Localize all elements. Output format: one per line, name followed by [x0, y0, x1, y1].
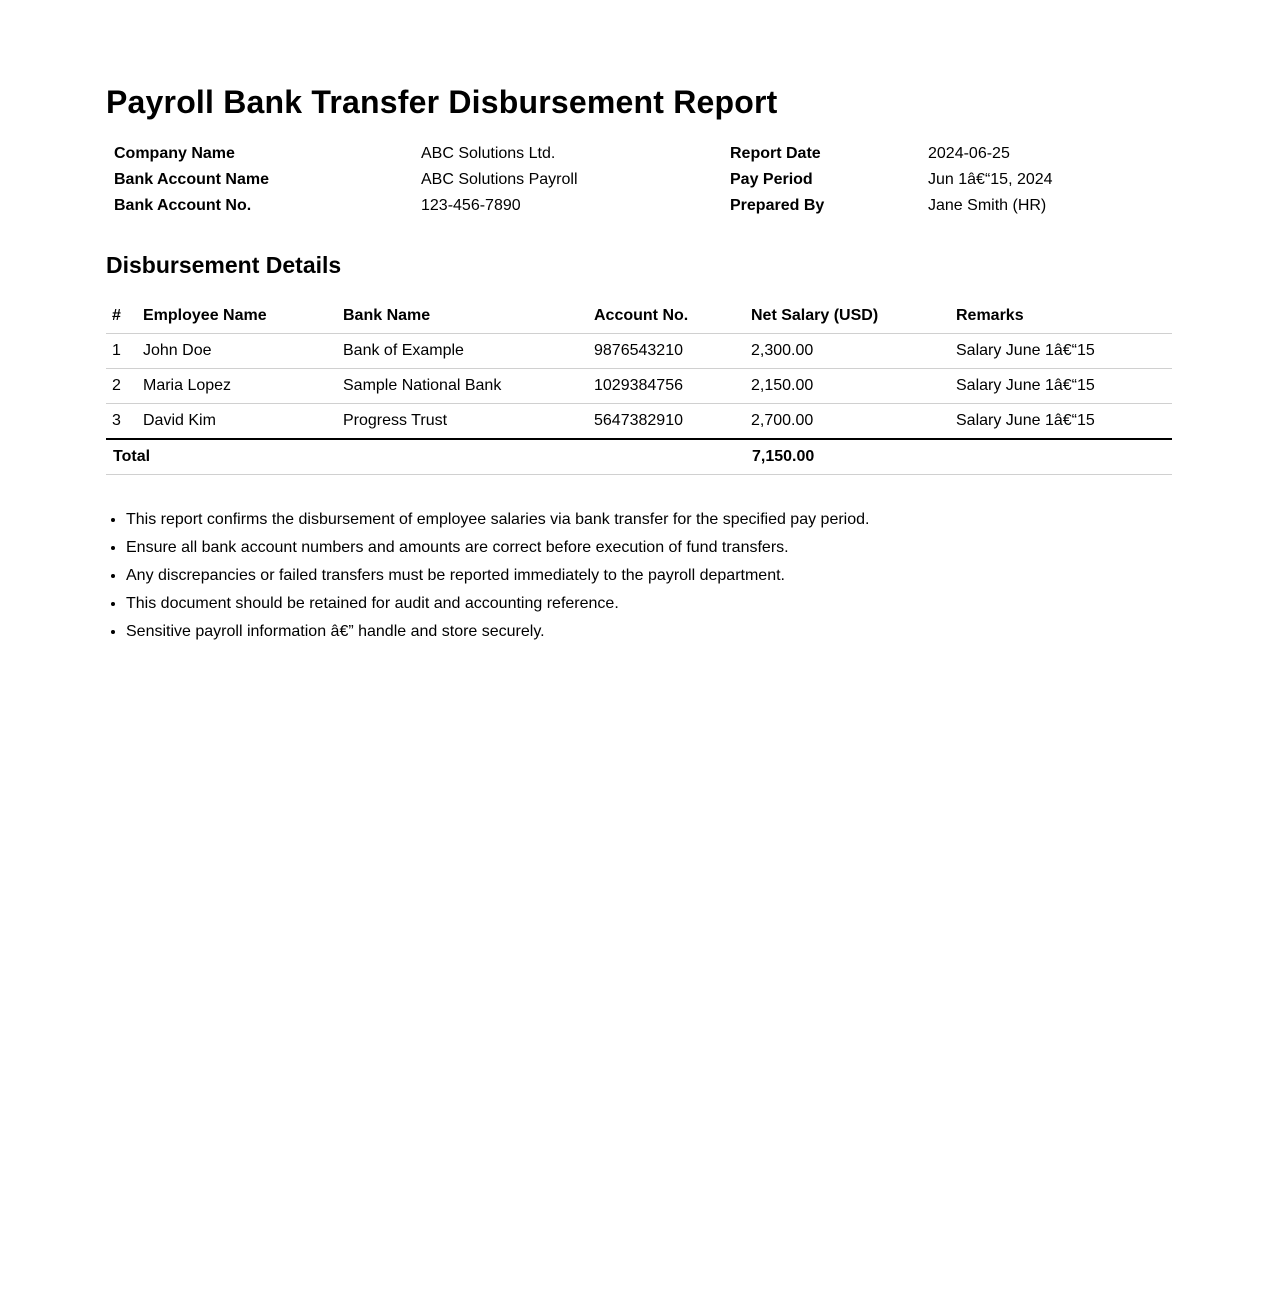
list-item: • Sensitive payroll information â€” handle and store securely. [126, 618, 869, 646]
prepared-by-label: Prepared By [730, 197, 825, 214]
meta-row [106, 194, 1172, 220]
remarks: Salary June 1â€“15 [950, 369, 1172, 404]
table-header-row [106, 298, 1172, 334]
notes-list [106, 506, 869, 646]
pay-period-label: Pay Period [730, 171, 813, 188]
list-item: • Any discrepancies or failed transfers must be reported immediately to the payroll department. [126, 562, 869, 590]
column-header-account-no: Account No. [588, 298, 745, 334]
disbursement-table [106, 298, 1172, 475]
column-header-bank-name: Bank Name [337, 298, 588, 334]
row-number: 1 [106, 334, 137, 369]
bank-account-name-value: ABC Solutions Payroll [421, 171, 578, 188]
table-row [106, 334, 1172, 369]
net-salary: 2,300.00 [745, 334, 950, 369]
column-header-number: # [106, 298, 137, 334]
net-salary: 2,700.00 [745, 404, 950, 440]
list-item: • This report confirms the disbursement of employee salaries via bank transfer for the specified pay period. [126, 506, 869, 534]
bank-name: Bank of Example [337, 334, 588, 369]
report-date-label: Report Date [730, 145, 821, 162]
row-number: 2 [106, 369, 137, 404]
employee-name: David Kim [137, 404, 337, 440]
remarks: Salary June 1â€“15 [950, 404, 1172, 440]
row-number: 3 [106, 404, 137, 440]
column-header-remarks: Remarks [950, 298, 1172, 334]
employee-name: John Doe [137, 334, 337, 369]
bank-account-no-label: Bank Account No. [114, 197, 252, 214]
section-title: Disbursement Details [106, 252, 342, 278]
account-no: 1029384756 [588, 369, 745, 404]
list-item: • This document should be retained for audit and accounting reference. [126, 590, 869, 618]
total-label: Total [106, 439, 745, 475]
remarks: Salary June 1â€“15 [950, 334, 1172, 369]
table-total-row [106, 439, 1172, 475]
page-title: Payroll Bank Transfer Disbursement Report [106, 84, 778, 120]
bank-account-name-label: Bank Account Name [114, 171, 269, 188]
net-salary: 2,150.00 [745, 369, 950, 404]
column-header-employee-name: Employee Name [137, 298, 337, 334]
table-row [106, 369, 1172, 404]
list-item: • Ensure all bank account numbers and amounts are correct before execution of fund transfers. [126, 534, 869, 562]
bank-account-no-value: 123-456-7890 [421, 197, 521, 214]
company-name-value: ABC Solutions Ltd. [421, 145, 556, 162]
total-value: 7,150.00 [745, 439, 950, 475]
meta-row [106, 168, 1172, 194]
column-header-net-salary: Net Salary (USD) [745, 298, 950, 334]
report-meta [106, 142, 1172, 220]
table-row [106, 404, 1172, 440]
report-date-value: 2024-06-25 [928, 145, 1010, 162]
meta-row [106, 142, 1172, 168]
total-empty-cell [950, 439, 1172, 475]
prepared-by-value: Jane Smith (HR) [928, 197, 1047, 214]
pay-period-value: Jun 1â€“15, 2024 [928, 171, 1053, 188]
company-name-label: Company Name [114, 145, 235, 162]
account-no: 9876543210 [588, 334, 745, 369]
bank-name: Progress Trust [337, 404, 588, 440]
bank-name: Sample National Bank [337, 369, 588, 404]
account-no: 5647382910 [588, 404, 745, 440]
employee-name: Maria Lopez [137, 369, 337, 404]
